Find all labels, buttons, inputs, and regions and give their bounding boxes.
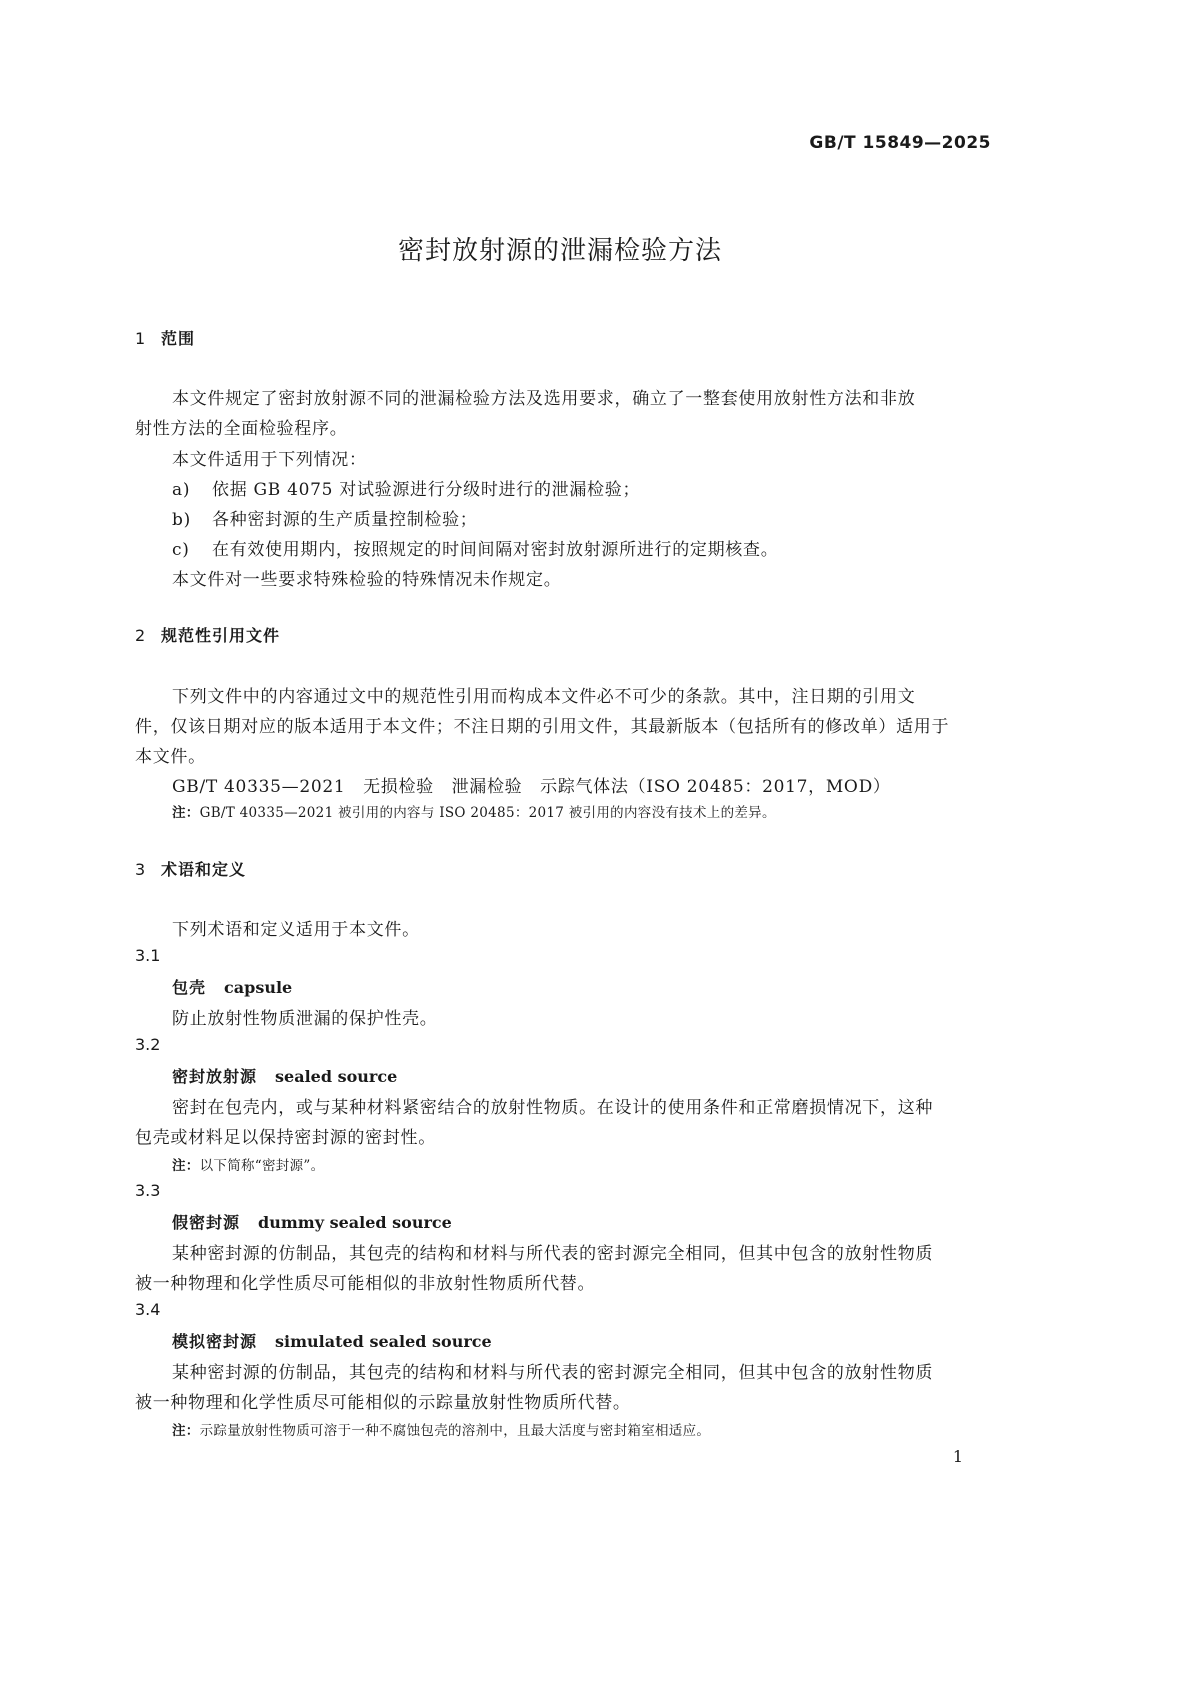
term-entry bbox=[172, 1064, 397, 1087]
normative-reference: GB/T 40335—2021 无损检验 泄漏检验 示踪气体法（ISO 20485：2017，MOD） bbox=[172, 777, 891, 797]
section-title: 术语和定义 bbox=[161, 860, 247, 879]
list-item-label: c) bbox=[172, 540, 190, 560]
term-en: simulated sealed source bbox=[275, 1332, 492, 1351]
note-text: 示踪量放射性物质可溶于一种不腐蚀包壳的溶剂中，且最大活度与密封箱室相适应。 bbox=[199, 1423, 711, 1439]
list-item-label: a) bbox=[172, 480, 191, 500]
section-3-heading bbox=[135, 857, 246, 880]
section-2-heading bbox=[135, 623, 280, 646]
page-number: 1 bbox=[952, 1447, 963, 1466]
term-en: dummy sealed source bbox=[258, 1213, 452, 1232]
term-zh: 模拟密封源 bbox=[172, 1332, 258, 1351]
term-definition: 密封在包壳内，或与某种材料紧密结合的放射性物质。在设计的使用条件和正常磨损情况下，这种 bbox=[172, 1098, 934, 1118]
term-number: 3.2 bbox=[135, 1035, 161, 1054]
term-definition: 被一种物理和化学性质尽可能相似的示踪量放射性物质所代替。 bbox=[135, 1393, 631, 1413]
paragraph-line: 射性方法的全面检验程序。 bbox=[135, 419, 348, 439]
paragraph-line: 本文件规定了密封放射源不同的泄漏检验方法及选用要求，确立了一整套使用放射性方法和非放 bbox=[172, 389, 916, 409]
paragraph-line: 本文件适用于下列情况： bbox=[172, 450, 367, 470]
paragraph-line: 下列文件中的内容通过文中的规范性引用而构成本文件必不可少的条款。其中，注日期的引用文 bbox=[172, 687, 916, 707]
note-text: 以下简称“密封源”。 bbox=[199, 1158, 325, 1174]
section-number: 1 bbox=[135, 329, 146, 348]
term-entry bbox=[172, 1210, 452, 1233]
section-number: 2 bbox=[135, 626, 146, 645]
term-zh: 密封放射源 bbox=[172, 1067, 258, 1086]
section-title: 规范性引用文件 bbox=[161, 626, 281, 645]
term-definition: 某种密封源的仿制品，其包壳的结构和材料与所代表的密封源完全相同，但其中包含的放射性物质 bbox=[172, 1244, 934, 1264]
section-number: 3 bbox=[135, 860, 146, 879]
note bbox=[172, 801, 776, 821]
term-number: 3.4 bbox=[135, 1300, 161, 1319]
term-definition: 某种密封源的仿制品，其包壳的结构和材料与所代表的密封源完全相同，但其中包含的放射性物质 bbox=[172, 1363, 934, 1383]
list-item bbox=[172, 505, 478, 530]
list-item-label: b) bbox=[172, 510, 191, 530]
term-definition: 防止放射性物质泄漏的保护性壳。 bbox=[172, 1009, 438, 1029]
term-entry bbox=[172, 1329, 492, 1352]
paragraph-line: 本文件对一些要求特殊检验的特殊情况未作规定。 bbox=[172, 570, 562, 590]
section-1-heading bbox=[135, 326, 195, 349]
term-zh: 假密封源 bbox=[172, 1213, 241, 1232]
term-definition: 被一种物理和化学性质尽可能相似的非放射性物质所代替。 bbox=[135, 1274, 596, 1294]
list-item-text: 依据 GB 4075 对试验源进行分级时进行的泄漏检验； bbox=[212, 480, 641, 500]
paragraph-line: 件，仅该日期对应的版本适用于本文件；不注日期的引用文件，其最新版本（包括所有的修改单）适用于 bbox=[135, 717, 950, 737]
term-definition: 包壳或材料足以保持密封源的密封性。 bbox=[135, 1128, 436, 1148]
paragraph-line: 本文件。 bbox=[135, 747, 206, 767]
note-label: 注： bbox=[172, 1423, 200, 1439]
document-title: 密封放射源的泄漏检验方法 bbox=[397, 236, 722, 266]
note-label: 注： bbox=[172, 1158, 200, 1174]
term-entry bbox=[172, 975, 292, 998]
list-item bbox=[172, 535, 778, 560]
list-item bbox=[172, 475, 640, 500]
note bbox=[172, 1154, 324, 1174]
standard-code: GB/T 15849—2025 bbox=[809, 133, 991, 153]
paragraph-line: 下列术语和定义适用于本文件。 bbox=[172, 920, 420, 940]
term-en: sealed source bbox=[275, 1067, 398, 1086]
section-title: 范围 bbox=[161, 329, 196, 348]
term-zh: 包壳 bbox=[172, 978, 207, 997]
term-en: capsule bbox=[224, 978, 293, 997]
term-number: 3.1 bbox=[135, 946, 161, 965]
list-item-text: 各种密封源的生产质量控制检验； bbox=[212, 510, 478, 530]
term-number: 3.3 bbox=[135, 1181, 161, 1200]
note-label: 注： bbox=[172, 805, 200, 821]
note-text: GB/T 40335—2021 被引用的内容与 ISO 20485：2017 被引用的内容没有技术上的差异。 bbox=[199, 805, 776, 821]
list-item-text: 在有效使用期内，按照规定的时间间隔对密封放射源所进行的定期核查。 bbox=[212, 540, 779, 560]
note bbox=[172, 1419, 710, 1439]
